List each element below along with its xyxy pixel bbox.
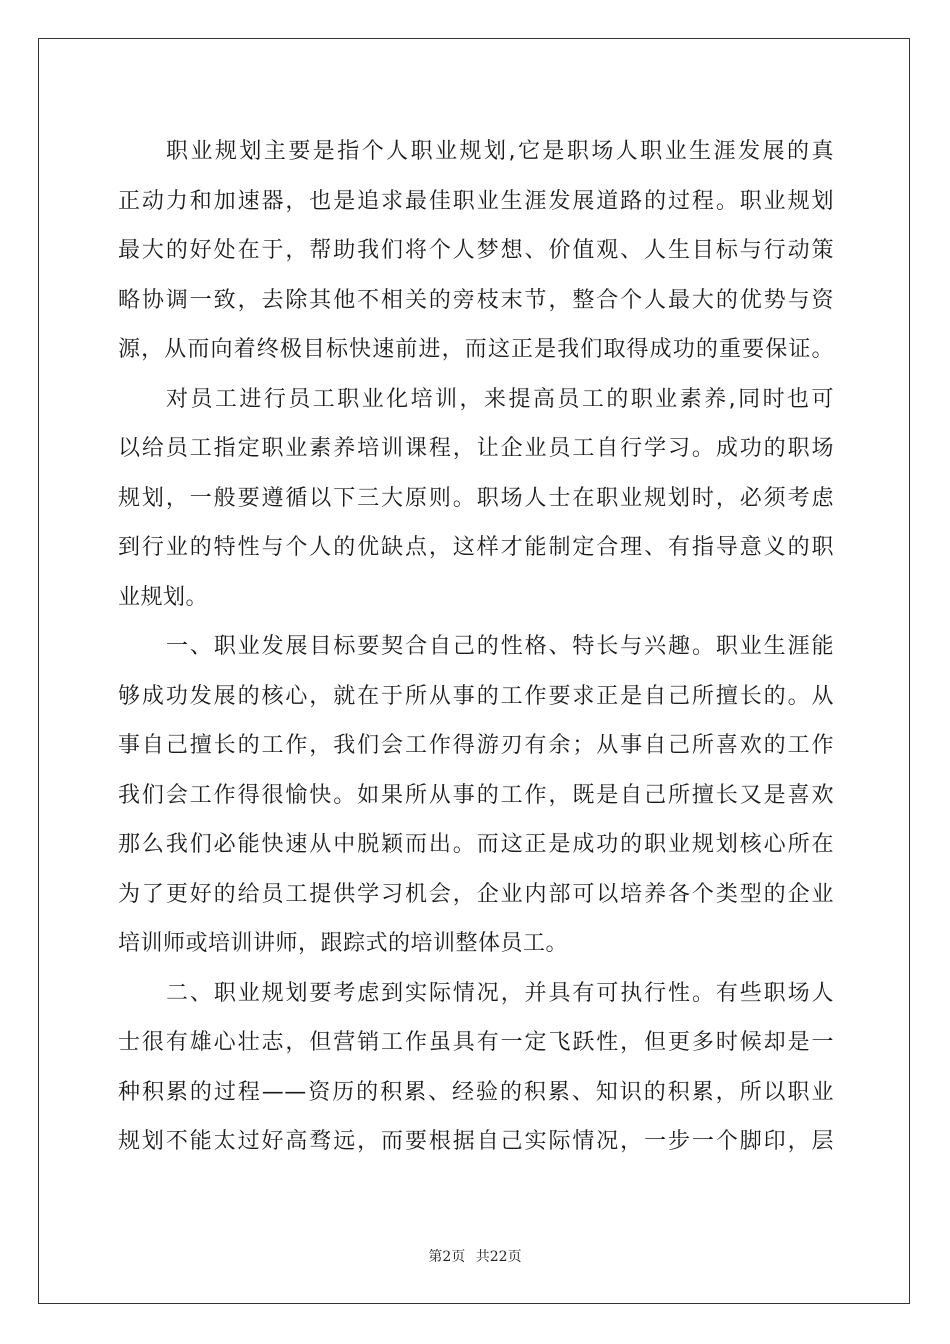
document-body xyxy=(118,127,834,1167)
paragraph-4-line-3: 种积累的过程——资历的积累、经验的积累、知识的积累，所以职业 xyxy=(118,1079,834,1105)
paragraph-3-line-2: 够成功发展的核心，就在于所从事的工作要求正是自己所擅长的。从 xyxy=(118,683,834,709)
paragraph-3-line-7: 培训师或培训讲师，跟踪式的培训整体员工。 xyxy=(118,931,569,956)
paragraph-2-line-4: 到行业的特性与个人的优缺点，这样才能制定合理、有指导意义的职 xyxy=(118,535,834,560)
paragraph-4-line-4: 规划不能太过好高骛远，而要根据自己实际情况，一步一个脚印，层 xyxy=(118,1129,834,1154)
paragraph-3-line-5: 那么我们必能快速从中脱颖而出。而这正是成功的职业规划核心所在 xyxy=(118,832,834,857)
paragraph-2-line-1: 对员工进行员工职业化培训，来提高员工的职业素养,同时也可 xyxy=(166,386,834,412)
paragraph-3-line-6: 为了更好的给员工提供学习机会，企业内部可以培养各个类型的企业 xyxy=(118,881,834,907)
paragraph-2-line-5: 业规划。 xyxy=(118,584,209,610)
paragraph-3-line-3: 事自己擅长的工作，我们会工作得游刃有余；从事自己所喜欢的工作 xyxy=(118,733,834,758)
paragraph-4-line-2: 士很有雄心壮志，但营销工作虽具有一定飞跃性，但更多时候却是一 xyxy=(118,1030,834,1055)
paragraph-3-line-4: 我们会工作得很愉快。如果所从事的工作，既是自己所擅长又是喜欢 xyxy=(118,782,834,808)
paragraph-1-line-4: 略协调一致，去除其他不相关的旁枝末节，整合个人最大的优势与资 xyxy=(118,287,834,313)
paragraph-1-line-3: 最大的好处在于，帮助我们将个人梦想、价值观、人生目标与行动策 xyxy=(118,238,834,263)
page-footer xyxy=(0,1246,950,1266)
paragraph-3-line-1: 一、职业发展目标要契合自己的性格、特长与兴趣。职业生涯能 xyxy=(166,634,834,659)
paragraph-2-line-3: 规划，一般要遵循以下三大原则。职场人士在职业规划时，必须考虑 xyxy=(118,485,834,511)
total-pages: 共22页 xyxy=(475,1249,522,1265)
paragraph-1-line-2: 正动力和加速器，也是追求最佳职业生涯发展道路的过程。职业规划 xyxy=(118,188,834,214)
page-number: 第2页 xyxy=(428,1249,466,1265)
paragraph-4-line-1: 二、职业规划要考虑到实际情况，并具有可执行性。有些职场人 xyxy=(166,980,834,1006)
paragraph-2-line-2: 以给员工指定职业素养培训课程，让企业员工自行学习。成功的职场 xyxy=(118,436,834,461)
paragraph-1-line-5: 源，从而向着终极目标快速前进，而这正是我们取得成功的重要保证。 xyxy=(118,337,834,362)
paragraph-1-line-1: 职业规划主要是指个人职业规划,它是职场人职业生涯发展的真 xyxy=(166,139,834,164)
